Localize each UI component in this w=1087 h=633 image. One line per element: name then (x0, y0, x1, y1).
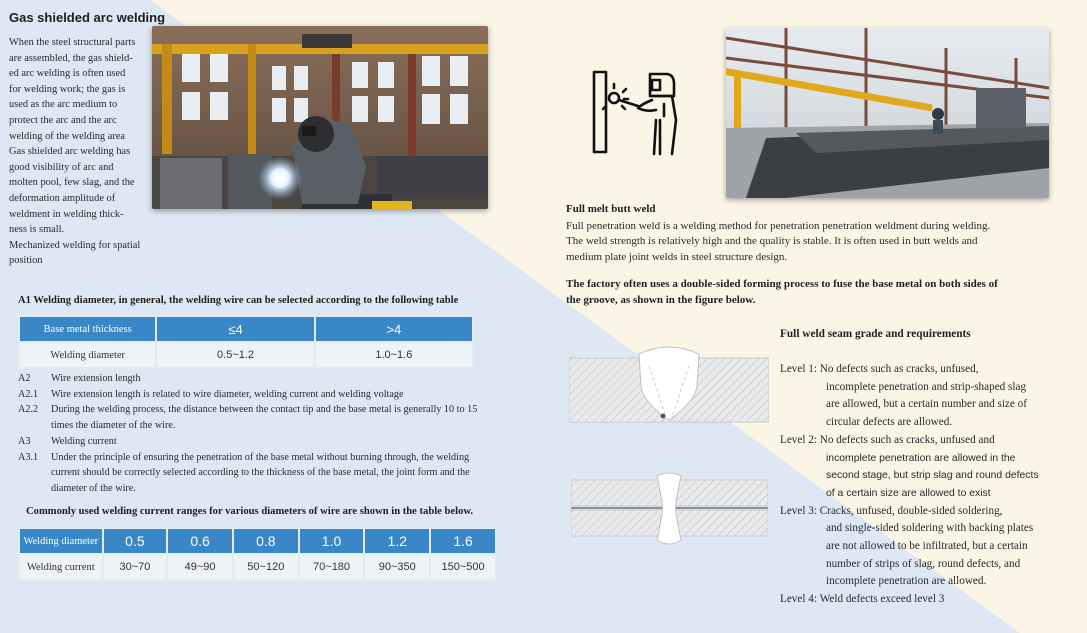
grade-label: Level 4: (780, 593, 817, 606)
table-cell: 70~180 (299, 554, 365, 580)
paragraph-line: weldment in welding thick- (9, 208, 124, 220)
a1-heading: A1 Welding diameter, in general, the welding wire can be selected according to the following table (18, 295, 459, 306)
gas-shielded-paragraph (9, 35, 143, 269)
paragraph-line: ed arc welding is often used (9, 68, 126, 80)
section-title-gas-shielded: Gas shielded arc welding (9, 10, 166, 25)
grade-text: Cracks, unfused, double-sided soldering, (819, 504, 1003, 517)
current-table-heading: Commonly used welding current ranges for various diameters of wire are shown in the table below. (26, 506, 474, 517)
table-cell: 90~350 (364, 554, 430, 580)
table-cell: 49~90 (167, 554, 233, 580)
factory-beams-photo (726, 28, 1049, 198)
table-cell: 1.0~1.6 (315, 342, 473, 368)
paragraph-line: used as the arc medium to (9, 99, 118, 111)
note-text: Welding current (51, 435, 117, 447)
grade-label: Level 2: (780, 433, 817, 446)
table-cell: 30~70 (103, 554, 168, 580)
table-row (19, 554, 496, 580)
welder-icon (590, 68, 686, 156)
table-header-cell: 1.6 (430, 528, 496, 554)
table-header-cell: 0.6 (167, 528, 233, 554)
table-header-cell: Base metal thickness (19, 316, 156, 342)
table-row (19, 528, 496, 554)
table-header-cell: 0.5 (103, 528, 168, 554)
welder-workshop-photo (152, 26, 488, 209)
grade-level-4 (780, 591, 1040, 609)
note-text: Wire extension length (51, 373, 141, 384)
note-number: A2 (18, 373, 31, 384)
paragraph-line: good visibility of arc and (9, 161, 114, 173)
note-number: A3 (18, 435, 31, 447)
weld-groove-diagram (569, 344, 769, 424)
paragraph-line: ness is small. (9, 224, 65, 236)
table-cell: Welding current (19, 554, 103, 580)
grade-text: Weld defects exceed level 3 (819, 593, 945, 606)
grade-level-2 (780, 432, 1040, 450)
grade-level-1 (780, 361, 1040, 379)
paragraph-line: for welding work; the gas is (9, 83, 126, 95)
paragraph-line: position (9, 255, 43, 267)
note-item (18, 371, 488, 387)
grade-text: No defects such as cracks, unfused, (819, 363, 979, 375)
grade-level-3 (780, 503, 1040, 521)
note-item (18, 434, 488, 450)
note-text: During the welding process, the distance between the contact tip and the base metal is generally 10 to 15 times the diameter of the wire. (51, 404, 478, 432)
weld-grade-heading: Full weld seam grade and requirements (780, 328, 971, 340)
paragraph-line: Gas shielded arc welding has (9, 146, 131, 158)
double-sided-weld-diagram (571, 470, 768, 548)
note-item (18, 450, 488, 497)
table-header-cell: 1.2 (364, 528, 430, 554)
note-number: A2.1 (18, 388, 39, 400)
note-item (18, 402, 488, 433)
table-header-cell: 0.8 (233, 528, 299, 554)
paragraph-line: welding of the welding area (9, 130, 125, 142)
table-header-cell: Welding diameter (19, 528, 103, 554)
grade-label: Level 1: (780, 363, 817, 375)
paragraph-line: deformation amplitude of (9, 192, 116, 204)
note-item (18, 387, 488, 403)
grade-text-continued: and single-sided soldering with backing plates are not allowed to be infiltrated, but a certain number of strips of slag, round defects, and incomplete penetration are allowed. (826, 522, 1034, 588)
table-header-cell: ≤4 (156, 316, 314, 342)
full-melt-paragraph: Full penetration weld is a welding method for penetration penetration weldment during welding. The weld strength is relatively high and the quality is stable. It is often used in butt welds and medium plate joint welds in steel structure design. (566, 220, 991, 263)
table-header-cell: >4 (315, 316, 473, 342)
table-cell: 50~120 (233, 554, 299, 580)
paragraph-line: When the steel structural parts (9, 37, 136, 48)
paragraph-line: are assembled, the gas shield- (9, 52, 133, 64)
wire-diameter-table (18, 315, 474, 369)
grade-text: No defects such as cracks, unfused and (819, 433, 995, 446)
table-cell: 150~500 (430, 554, 496, 580)
double-sided-paragraph: The factory often uses a double-sided forming process to fuse the base metal on both sides of the groove, as shown in the figure below. (566, 278, 998, 306)
note-number: A3.1 (18, 451, 39, 463)
weld-grade-list (780, 361, 1040, 609)
paragraph-line: protect the arc and the arc (9, 114, 117, 126)
full-melt-heading: Full melt butt weld (566, 203, 656, 215)
note-text: Under the principle of ensuring the penetration of the base metal without burning through, the welding current should be correctly selected according to the thickness of the base metal, the joint form and the diameter of the wire. (51, 451, 470, 494)
table-cell: 0.5~1.2 (156, 342, 314, 368)
note-number: A2.2 (18, 404, 39, 416)
grade-text-continued: incomplete penetration and strip-shaped slag are allowed, but a certain number and size of circular defects are allowed. (826, 380, 1027, 429)
welding-notes (18, 371, 488, 497)
note-text: Wire extension length is related to wire diameter, welding current and welding voltage (51, 388, 404, 400)
table-cell: Welding diameter (19, 342, 156, 368)
table-header-cell: 1.0 (299, 528, 365, 554)
table-row (19, 316, 473, 342)
grade-text-continued: incomplete penetration are allowed in the second stage, but strip slag and round defects of a certain size are allowed to exist (826, 452, 1039, 499)
paragraph-line: Mechanized welding for spatial (9, 239, 141, 251)
grade-label: Level 3: (780, 504, 817, 517)
table-row (19, 342, 473, 368)
paragraph-line: molten pool, few slag, and the (9, 177, 135, 189)
welding-current-table (18, 527, 497, 581)
